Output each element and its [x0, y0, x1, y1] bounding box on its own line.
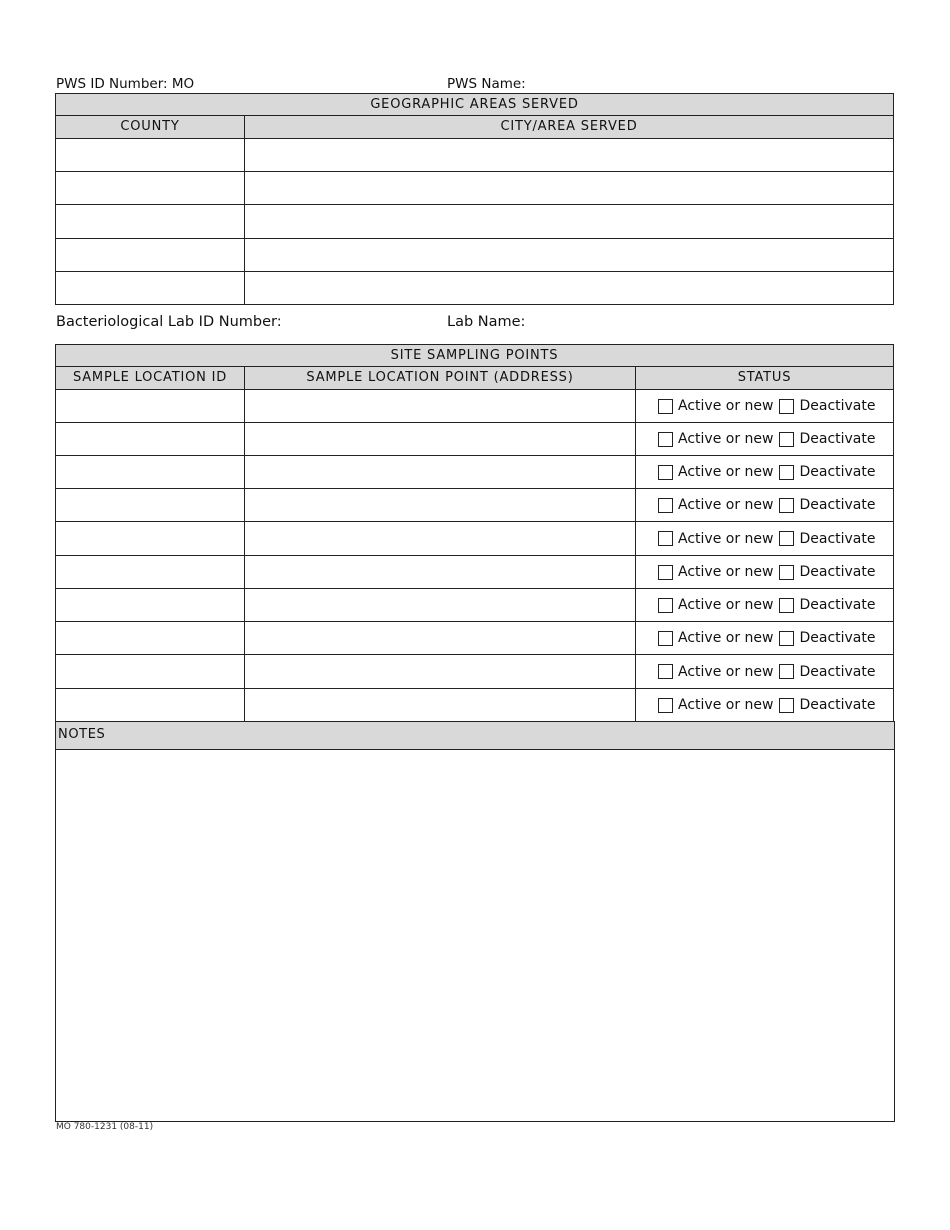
deactivate-checkbox[interactable]	[779, 631, 794, 646]
sample-address-field[interactable]	[245, 390, 635, 422]
status-options	[658, 655, 881, 688]
active-checkbox[interactable]	[658, 399, 673, 414]
city-area-field[interactable]	[245, 172, 893, 204]
sample-address-field[interactable]	[245, 689, 635, 721]
sample-address-field[interactable]	[245, 655, 635, 688]
sample-location-id-field[interactable]	[56, 522, 244, 555]
sample-address-field[interactable]	[245, 489, 635, 521]
deactivate-checkbox[interactable]	[779, 565, 794, 580]
deactivate-checkbox[interactable]	[779, 432, 794, 447]
county-field[interactable]	[56, 239, 244, 271]
sample-address-field[interactable]	[245, 522, 635, 555]
pws-name-label: PWS Name:	[447, 76, 526, 92]
lab-name-label: Lab Name:	[447, 314, 526, 330]
status-options	[658, 689, 881, 721]
geographic-title: GEOGRAPHIC AREAS SERVED	[56, 94, 893, 115]
status-options	[658, 622, 881, 654]
city-area-field[interactable]	[245, 205, 893, 238]
active-checkbox[interactable]	[658, 598, 673, 613]
deactivate-checkbox[interactable]	[779, 698, 794, 713]
active-label: Active or new	[678, 464, 774, 480]
deactivate-checkbox[interactable]	[779, 598, 794, 613]
active-label: Active or new	[678, 597, 774, 613]
active-label: Active or new	[678, 663, 774, 680]
sample-location-id-field[interactable]	[56, 390, 244, 422]
county-field[interactable]	[56, 272, 244, 304]
status-options	[658, 556, 881, 588]
city-area-field[interactable]	[245, 272, 893, 304]
sample-location-id-field[interactable]	[56, 489, 244, 521]
status-options	[658, 489, 881, 521]
deactivate-label: Deactivate	[799, 398, 876, 414]
sample-location-id-field[interactable]	[56, 622, 244, 654]
sample-address-field[interactable]	[245, 456, 635, 488]
deactivate-label: Deactivate	[799, 630, 876, 646]
sample-address-field[interactable]	[245, 622, 635, 654]
notes-textarea[interactable]	[56, 750, 894, 1121]
active-checkbox[interactable]	[658, 565, 673, 580]
sample-address-field[interactable]	[245, 423, 635, 455]
sample-location-id-field[interactable]	[56, 556, 244, 588]
county-field[interactable]	[56, 139, 244, 171]
form-number: MO 780-1231 (08-11)	[56, 1122, 154, 1132]
sample-location-id-field[interactable]	[56, 655, 244, 688]
active-label: Active or new	[678, 530, 774, 547]
active-label: Active or new	[678, 398, 774, 414]
deactivate-checkbox[interactable]	[779, 498, 794, 513]
deactivate-label: Deactivate	[799, 530, 876, 547]
notes-title: NOTES	[56, 722, 894, 749]
deactivate-checkbox[interactable]	[779, 531, 794, 546]
city-area-field[interactable]	[245, 239, 893, 271]
active-checkbox[interactable]	[658, 498, 673, 513]
status-options	[658, 522, 881, 555]
deactivate-checkbox[interactable]	[779, 664, 794, 679]
active-checkbox[interactable]	[658, 432, 673, 447]
status-column-header: STATUS	[636, 367, 893, 389]
active-label: Active or new	[678, 497, 774, 513]
status-options	[658, 423, 881, 455]
sample-location-id-field[interactable]	[56, 589, 244, 621]
deactivate-label: Deactivate	[799, 464, 876, 480]
county-column-header: COUNTY	[56, 116, 244, 138]
sample-address-field[interactable]	[245, 556, 635, 588]
sample-location-id-field[interactable]	[56, 689, 244, 721]
status-options	[658, 456, 881, 488]
deactivate-checkbox[interactable]	[779, 399, 794, 414]
active-label: Active or new	[678, 431, 774, 447]
active-checkbox[interactable]	[658, 631, 673, 646]
sample-address-field[interactable]	[245, 589, 635, 621]
pws-id-label: PWS ID Number: MO	[56, 76, 195, 92]
active-label: Active or new	[678, 564, 774, 580]
status-options	[658, 589, 881, 621]
deactivate-label: Deactivate	[799, 431, 876, 447]
sampling-title: SITE SAMPLING POINTS	[56, 345, 893, 366]
deactivate-checkbox[interactable]	[779, 465, 794, 480]
lab-id-label: Bacteriological Lab ID Number:	[56, 314, 282, 330]
county-field[interactable]	[56, 172, 244, 204]
sample-location-id-field[interactable]	[56, 423, 244, 455]
city-column-header: CITY/AREA SERVED	[245, 116, 893, 138]
deactivate-label: Deactivate	[799, 663, 876, 680]
active-checkbox[interactable]	[658, 531, 673, 546]
deactivate-label: Deactivate	[799, 697, 876, 713]
city-area-field[interactable]	[245, 139, 893, 171]
active-checkbox[interactable]	[658, 465, 673, 480]
deactivate-label: Deactivate	[799, 564, 876, 580]
status-options	[658, 390, 881, 422]
sample-id-column-header: SAMPLE LOCATION ID	[56, 367, 244, 389]
deactivate-label: Deactivate	[799, 597, 876, 613]
sample-location-id-field[interactable]	[56, 456, 244, 488]
active-label: Active or new	[678, 697, 774, 713]
active-label: Active or new	[678, 630, 774, 646]
sample-address-column-header: SAMPLE LOCATION POINT (ADDRESS)	[245, 367, 635, 389]
deactivate-label: Deactivate	[799, 497, 876, 513]
active-checkbox[interactable]	[658, 698, 673, 713]
county-field[interactable]	[56, 205, 244, 238]
active-checkbox[interactable]	[658, 664, 673, 679]
